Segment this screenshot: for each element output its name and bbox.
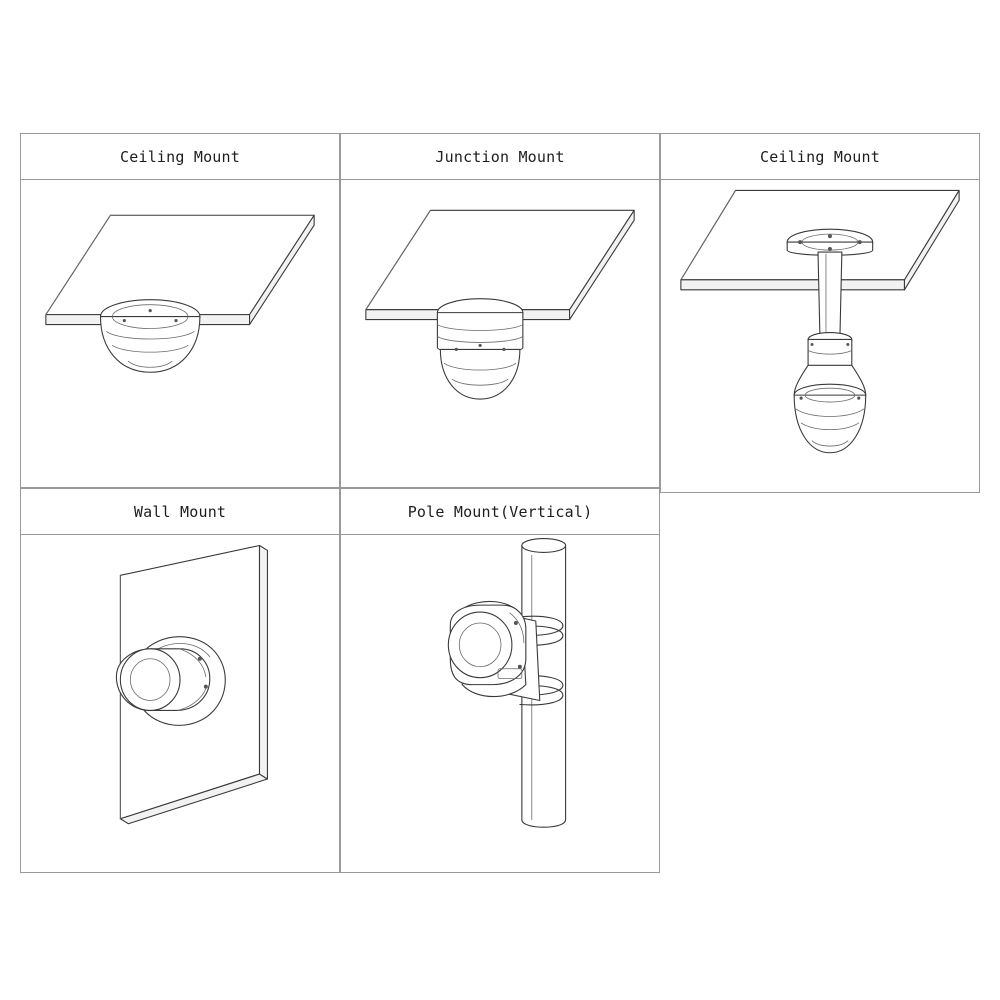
panel-illustration-ceiling-mount-2 (661, 180, 979, 492)
dome-camera-icon (101, 300, 200, 373)
panel-illustration-pole-mount-vertical (341, 535, 659, 872)
pendant-dome-camera-icon (794, 365, 866, 452)
panel-illustration-ceiling-mount-1 (21, 180, 339, 487)
panel-pole-mount-vertical (340, 488, 660, 873)
panel-grid (20, 133, 980, 873)
panel-title-wall-mount: Wall Mount (21, 489, 339, 535)
panel-illustration-junction-mount (341, 180, 659, 487)
panel-title-junction-mount: Junction Mount (341, 134, 659, 180)
panel-illustration-wall-mount (21, 535, 339, 872)
panel-title-ceiling-mount-1: Ceiling Mount (21, 134, 339, 180)
mounting-plate-icon (787, 229, 872, 255)
panel-wall-mount (20, 488, 340, 873)
panel-junction-mount (340, 133, 660, 488)
panel-ceiling-mount-1 (20, 133, 340, 488)
panel-title-pole-mount-vertical: Pole Mount(Vertical) (341, 489, 659, 535)
panel-title-ceiling-mount-2: Ceiling Mount (661, 134, 979, 180)
pipe-adapter-icon (808, 333, 852, 369)
panel-ceiling-mount-2 (660, 133, 980, 493)
dome-camera-icon (448, 605, 526, 685)
pendant-pipe-icon (818, 252, 842, 339)
dome-camera-icon (440, 344, 520, 399)
